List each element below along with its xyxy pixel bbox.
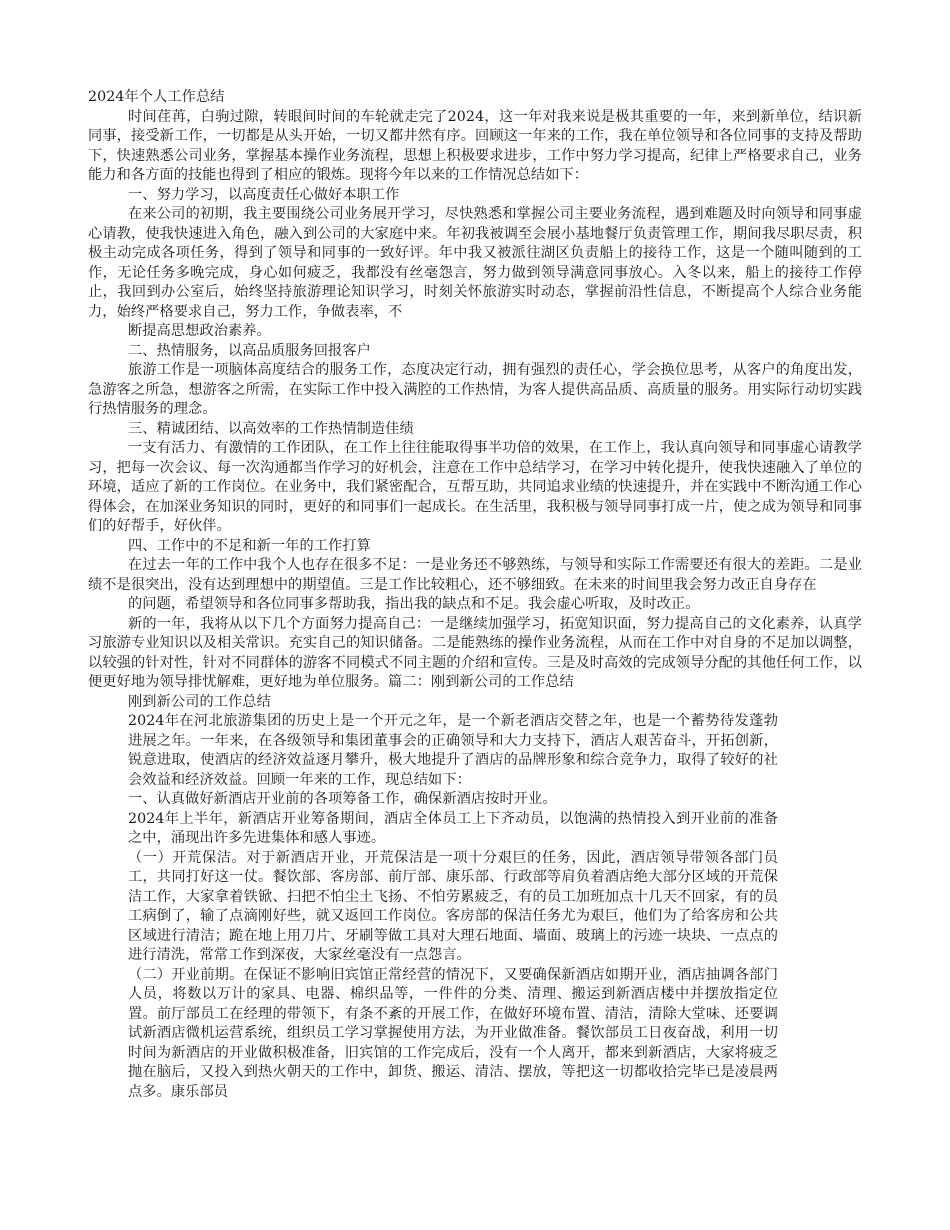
part-2-body xyxy=(88,712,778,1102)
paragraph-part2-prep: 2024年上半年，新酒店开业筹备期间，酒店全体员工上下齐动员，以饱满的热情投入到开业前的准备之中，涌现出许多先进集体和感人事迹。 xyxy=(128,810,778,846)
paragraph-part2-intro: 2024年在河北旅游集团的历史上是一个开元之年，是一个新老酒店交替之年，也是一个蓄势待发蓬勃进展之年。一年来，在各级领导和集团董事会的正确领导和大力支持下，酒店人艰苦奋斗，开拓创新，锐意进取，使酒店的经济效益逐月攀升，极大地提升了酒店的品牌形象和综合竞争力，取得了较好的社会效益和经济效益。回顾一年来的工作，现总结如下： xyxy=(128,713,778,788)
paragraph-section-4-cont: 的问题，希望领导和各位同事多帮助我，指出我的缺点和不足。我会虚心听取，及时改正。 xyxy=(128,596,700,612)
paragraph-section-3: 一支有活力、有激情的工作团队，在工作上往往能取得事半功倍的效果，在工作上，我认真向领导和同事虚心请教学习，把每一次会议、每一次沟通都当作学习的好机会，注意在工作中总结学习，在学习中转化提升，使我快速融入了单位的环境，适应了新的工作岗位。在业务中，我们紧密配合，互帮互助，共同追求业绩的快速提升，并在实践中不断沟通工作心得体会，在加深业务知识的同时，更好的和同事们一起成长。在生活里，我积极与领导同事打成一片，使之成为领导和同事们的好帮手，好伙伴。 xyxy=(88,440,862,534)
heading-section-4: 四、工作中的不足和新一年的工作打算 xyxy=(128,537,371,554)
heading-section-1: 一、努力学习，以高度责任心做好本职工作 xyxy=(128,186,400,203)
paragraph-part2-cleaning: （一）开荒保洁。对于新酒店开业，开荒保洁是一项十分艰巨的任务，因此，酒店领导带领各部门员工，共同打好这一仗。餐饮部、客房部、前厅部、康乐部、行政部等肩负着酒店绝大部分区域的开荒保洁工作，大家拿着铁锨、扫把不怕尘土飞扬、不怕劳累疲乏，有的员工加班加点十几天不回家，有的员工病倒了，输了点滴刚好些，就又返回工作岗位。客房部的保洁任务尤为艰巨，他们为了给客房和公共区域进行清洁；跪在地上用刀片、牙刷等做工具对大理石地面、墙面、玻璃上的污迹一块块、一点点的进行清洗，常常工作到深夜，大家丝毫没有一点怨言。 xyxy=(128,849,778,963)
paragraph-section-4: 在过去一年的工作中我个人也存在很多不足：一是业务还不够熟练，与领导和实际工作需要还有很大的差距。二是业绩不是很突出，没有达到理想中的期望值。三是工作比较粗心，还不够细致。在未来的时间里我会努力改正自身存在 xyxy=(88,557,862,593)
heading-part2-section-1: 一、认真做好新酒店开业前的各项筹备工作，确保新酒店按时开业。 xyxy=(128,791,557,807)
document-title: 2024年个人工作总结 xyxy=(88,89,225,105)
paragraph-new-year-plan: 新的一年，我将从以下几个方面努力提高自己：一是继续加强学习，拓宽知识面，努力提高自己的文化素养，认真学习旅游专业知识以及相关常识。充实自己的知识储备。二是能熟练的操作业务流程，从而在工作中对自身的不足加以调整，以较强的针对性，针对不同群体的游客不同模式不同主题的介绍和宣传。三是及时高效的完成领导分配的其他任何工作，以便更好地为领导排忧解难，更好地为单位服务。篇二：刚到新公司的工作总结 xyxy=(88,615,862,690)
paragraph-section-1-cont: 断提高思想政治素养。 xyxy=(128,323,271,339)
heading-section-2: 二、热情服务，以高品质服务回报客户 xyxy=(128,342,371,359)
paragraph-intro: 时间荏苒，白驹过隙，转眼间时间的车轮就走完了2024，这一年对我来说是极其重要的一年，来到新单位，结识新同事，接受新工作，一切都是从头开始，一切又都井然有序。回顾这一年来的工作，我在单位领导和各位同事的支持及帮助下，快速熟悉公司业务，掌握基本操作业务流程，思想上积极要求进步，工作中努力学习提高，纪律上严格要求自己，业务能力和各方面的技能也得到了相应的锻炼。现将今年以来的工作情况总结如下： xyxy=(88,108,862,183)
subtitle-part-2: 刚到新公司的工作总结 xyxy=(128,693,271,710)
document-page xyxy=(88,88,862,1102)
paragraph-part2-pre-opening: （二）开业前期。在保证不影响旧宾馆正常经营的情况下，又要确保新酒店如期开业，酒店抽调各部门人员，将数以万计的家具、电器、棉织品等，一件件的分类、清理、搬运到新酒店楼中并摆放指定位置。前厅部员工在经理的带领下，有条不紊的开展工作，在做好环境布置、清洁，清除大堂味、还要调试新酒店微机运营系统，组织员工学习掌握使用方法，为开业做准备。餐饮部员工日夜奋战，利用一切时间为新酒店的开业做积极准备，旧宾馆的工作完成后，没有一个人离开，都来到新酒店，大家将疲乏抛在脑后，又投入到热火朝天的工作中，卸货、搬运、清洁、摆放，等把这一切都收拾完毕已是凌晨两点多。康乐部员 xyxy=(128,966,778,1100)
paragraph-section-2: 旅游工作是一项脑体高度结合的服务工作，态度决定行动，拥有强烈的责任心，学会换位思考，从客户的角度出发，急游客之所急，想游客之所需，在实际工作中投入满腔的工作热情，为客人提供高品质、高质量的服务。用实际行动切实践行热情服务的理念。 xyxy=(88,362,862,417)
paragraph-section-1: 在来公司的初期，我主要围绕公司业务展开学习，尽快熟悉和掌握公司主要业务流程，遇到难题及时向领导和同事虚心请教，使我快速进入角色，融入到公司的大家庭中来。年初我被调至会展小基地餐厅负责管理工作，期间我尽职尽责，积极主动完成各项任务，得到了领导和同事的一致好评。年中我又被派往湖区负责船上的接待工作，这是一个随叫随到的工作，无论任务多晚完成，身心如何疲乏，我都没有丝毫怨言，努力做到领导满意同事放心。入冬以来，船上的接待工作停止，我回到办公室后，始终坚持旅游理论知识学习，时刻关怀旅游实时动态，掌握前沿性信息，不断提高个人综合业务能力，始终严格要求自己，努力工作，争做表率，不 xyxy=(88,206,862,320)
heading-section-3: 三、精诚团结、以高效率的工作热情制造佳绩 xyxy=(128,420,414,437)
